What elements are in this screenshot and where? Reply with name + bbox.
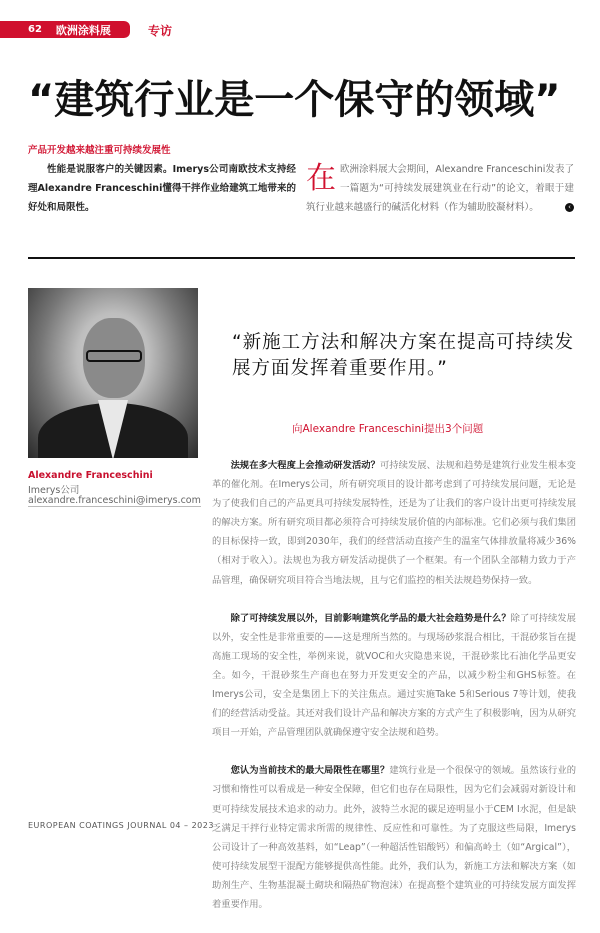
section-tab	[0, 21, 130, 38]
qa-item	[212, 609, 576, 743]
pull-quote: “新施工方法和解决方案在提高可持续发展方面发挥着重要作用。”	[232, 332, 575, 379]
lead-paragraph: 性能是说服客户的关键因素。Imerys公司南欧技术支持经理Alexandre Franceschini懂得干拌作业给建筑工地带来的好处和局限性。	[28, 164, 296, 213]
divider	[28, 257, 575, 259]
qa-item	[212, 761, 576, 914]
question: 您认为当前技术的最大局限性在哪里？	[230, 765, 390, 777]
qa-item	[212, 456, 576, 590]
question: 除了可持续发展以外，目前影响建筑化学品的最大社会趋势是什么？	[230, 612, 511, 624]
answer: 除了可持续发展以外，安全性是非常重要的——这是理所当然的。与现场砂浆混合相比，干混砂浆旨在提高施工现场的安全性，举例来说，就VOC和火灾隐患来说，干混砂浆比石油化学品更安全。如今，干混砂浆生产商也在努力开发更安全的产品，以减少粉尘和GHS标签。在Imerys公司，安全是集团上下的关注焦点。通过实施Take 5和Serious 7等计划，使我们的经营活动受益。其还对我们设计产品和解决方案的方式产生了积极影响，因为从研究项目一开始，产品管理团队就确保遵守安全法规和趋势。	[212, 612, 576, 739]
article-body	[212, 456, 576, 933]
section-name: 欧洲涂料展	[55, 23, 111, 37]
article-title: “建筑行业是一个保守的领域”	[28, 77, 561, 123]
profile-company: Imerys公司	[28, 485, 80, 496]
article-subtitle: 产品开发越来越注重可持续发展性	[28, 145, 171, 156]
chevron-left-circle-icon: ‹	[565, 203, 574, 212]
answer: 建筑行业是一个很保守的领域。虽然该行业的习惯和惰性可以看成是一种安全保障，但它们也存在局限性，因为它们会减弱对新设计和更可持续发展技术追求的动力。此外，波特兰水泥的碳足迹明显小于CEM I水泥，但是缺乏满足干拌行业特定需求所需的规律性、反应性和可靠性。为了克服这些局限，Imerys公司设计了一种高效基料，如“Leap”（一种超活性铝酸钙）和偏高岭土（如“Argical”），使可持续发展型干混配方能够提供高性能。此外，我们认为，新施工方法和解决方案（如助剂生产、生物基混凝土砌块和隔热矿物泡沫）在提高整个建筑业的可持续发展方面发挥着重要作用。	[212, 765, 576, 910]
category-label: 专访	[148, 24, 173, 38]
answer: 可持续发展、法规和趋势是建筑行业发生根本变革的催化剂。在Imerys公司，所有研究项目的设计都考虑到了可持续发展问题，无论是为了使我们自己的产品更具可持续发展特性，还是为了让我们的客户设计出更可持续发展的解决方案。所有研究项目都必须符合可持续发展价值的内部标准。它们必须与我们集团的目标保持一致，即到2030年，我们的经营活动直接产生的温室气体排放量将减少36%（相对于收入）。法规也为我方研发活动提供了一个框架。有一个团队全部精力致力于产品管理，确保研究项目符合当地法规，且与它们监控的相关法规趋势保持一致。	[212, 460, 576, 586]
question: 法规在多大程度上会推动研发活动？	[230, 460, 380, 471]
profile-email[interactable]: alexandre.franceschini@imerys.com	[28, 495, 201, 506]
drop-cap: 在	[306, 161, 336, 196]
intro-paragraph	[306, 160, 574, 217]
footer-journal: EUROPEAN COATINGS JOURNAL 04 – 2023	[28, 821, 214, 830]
profile-name: Alexandre Franceschini	[28, 470, 153, 481]
portrait-photo	[28, 288, 198, 458]
questions-heading: 向Alexandre Franceschini提出3个问题	[292, 423, 484, 435]
page-number: 62	[28, 24, 42, 35]
intro-text: 欧洲涂料展大会期间，Alexandre Franceschini发表了一篇题为“可持续发展建筑业在行动”的论文，着眼于建筑行业越来越盛行的碱活化材料（作为辅助胶凝材料）。	[306, 164, 574, 213]
